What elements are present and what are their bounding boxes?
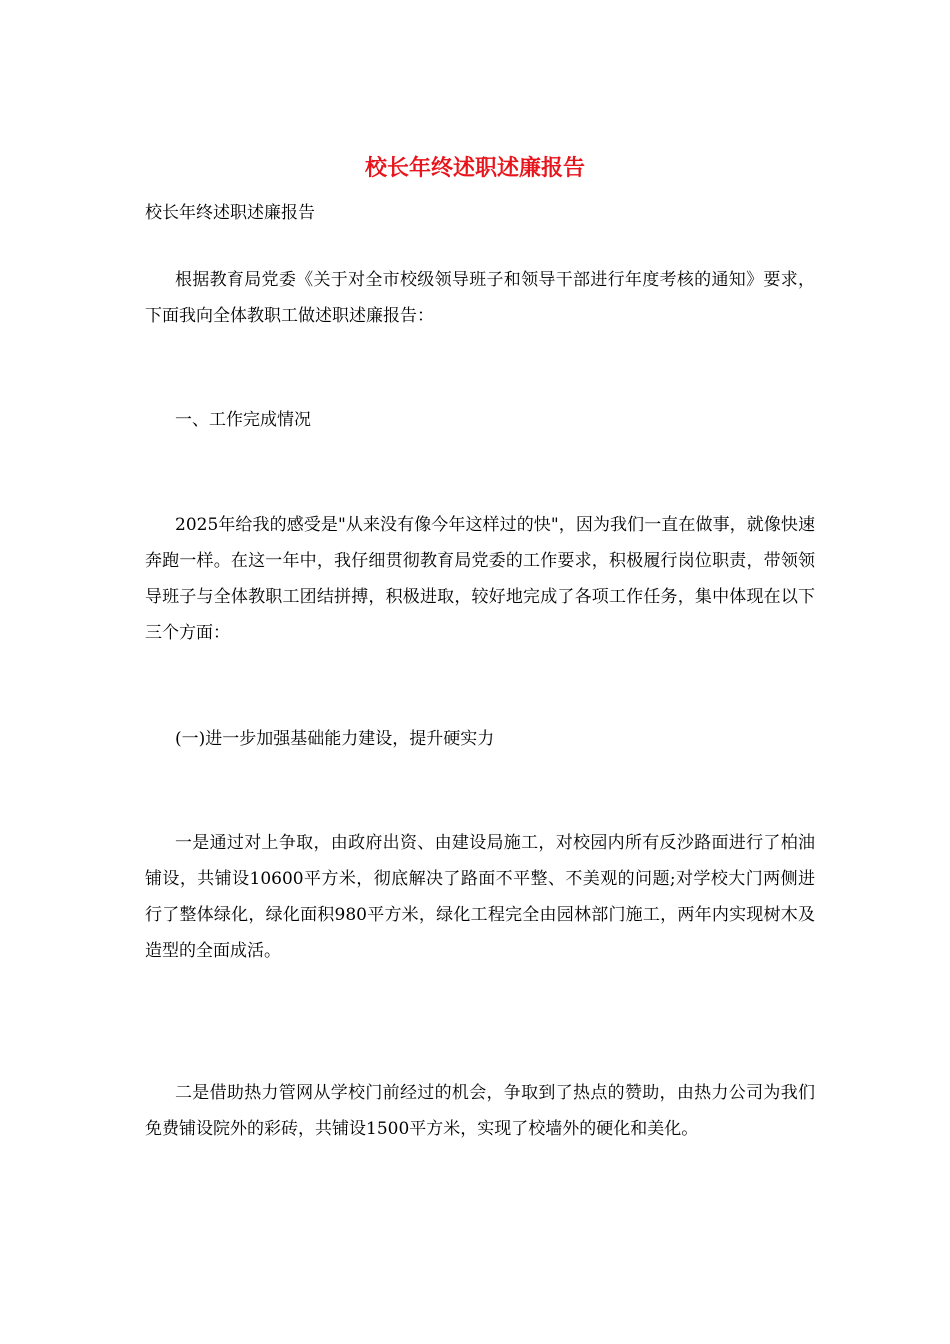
subsection-heading-infrastructure: (一)进一步加强基础能力建设，提升硬实力 [175, 729, 495, 749]
paragraph-heating-sponsorship: 二是借助热力管网从学校门前经过的机会，争取到了热点的赞助，由热力公司为我们免费铺设院外的彩砖，共铺设1500平方米，实现了校墙外的硬化和美化。 [145, 1083, 815, 1139]
document-subtitle: 校长年终述职述廉报告 [145, 203, 315, 223]
paragraph-paving-greening: 一是通过对上争取，由政府出资、由建设局施工，对校园内所有反沙路面进行了柏油铺设，共铺设10600平方米，彻底解决了路面不平整、不美观的问题;对学校大门两侧进行了整体绿化，绿化面积980平方米，绿化工程完全由园林部门施工，两年内实现树木及造型的全面成活。 [145, 833, 815, 961]
document-title: 校长年终述职述廉报告 [364, 155, 585, 181]
section-heading-work-completion: 一、工作完成情况 [175, 410, 311, 430]
intro-paragraph: 根据教育局党委《关于对全市校级领导班子和领导干部进行年度考核的通知》要求，下面我向全体教职工做述职述廉报告： [145, 270, 815, 326]
paragraph-year-summary: 2025年给我的感受是"从来没有像今年这样过的快"，因为我们一直在做事，就像快速奔跑一样。在这一年中，我仔细贯彻教育局党委的工作要求，积极履行岗位职责，带领领导班子与全体教职工团结拼搏，积极进取，较好地完成了各项工作任务，集中体现在以下三个方面： [145, 515, 815, 643]
